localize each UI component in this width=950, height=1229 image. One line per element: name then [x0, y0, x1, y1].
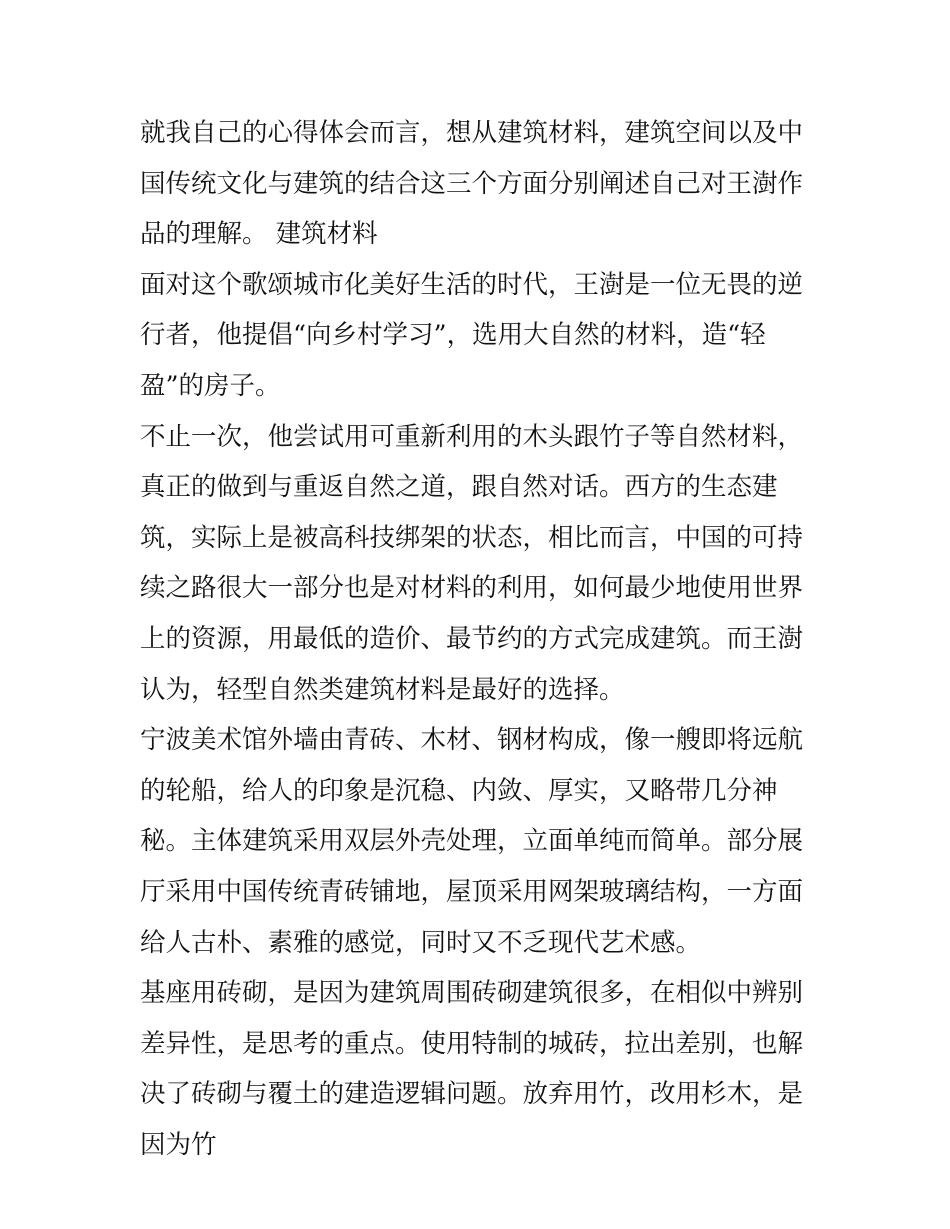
paragraph-materials-intro: 面对这个歌颂城市化美好生活的时代，王澍是一位无畏的逆行者，他提倡“向乡村学习”，选用大自然的材料，造“轻盈”的房子。: [140, 269, 804, 401]
paragraph-intro: 就我自己的心得体会而言，想从建筑材料，建筑空间以及中国传统文化与建筑的结合这三个方面分别阐述自己对王澍作品的理解。 建筑材料: [140, 118, 804, 250]
paragraph-natural-materials: 不止一次，他尝试用可重新利用的木头跟竹子等自然材料，真正的做到与重返自然之道，跟自然对话。西方的生态建筑，实际上是被高科技绑架的状态，相比而言，中国的可持续之路很大一部分也是对材料的利用，如何最少地使用世界上的资源，用最低的造价、最节约的方式完成建筑。而王澍认为，轻型自然类建筑材料是最好的选择。: [140, 421, 804, 705]
paragraph-ningbo-museum: 宁波美术馆外墙由青砖、木材、钢材构成，像一艘即将远航的轮船，给人的印象是沉稳、内敛、厚实，又略带几分神秘。主体建筑采用双层外壳处理，立面单纯而简单。部分展厅采用中国传统青砖铺地，屋顶采用网架玻璃结构，一方面给人古朴、素雅的感觉，同时又不乏现代艺术感。: [140, 725, 804, 958]
paragraph-base-brick: 基座用砖砌，是因为建筑周围砖砌建筑很多，在相似中辨别差异性，是思考的重点。使用特制的城砖，拉出差别，也解决了砖砌与覆土的建造逻辑问题。放弃用竹，改用杉木，是因为竹: [140, 978, 804, 1160]
document-page: [140, 108, 812, 1170]
